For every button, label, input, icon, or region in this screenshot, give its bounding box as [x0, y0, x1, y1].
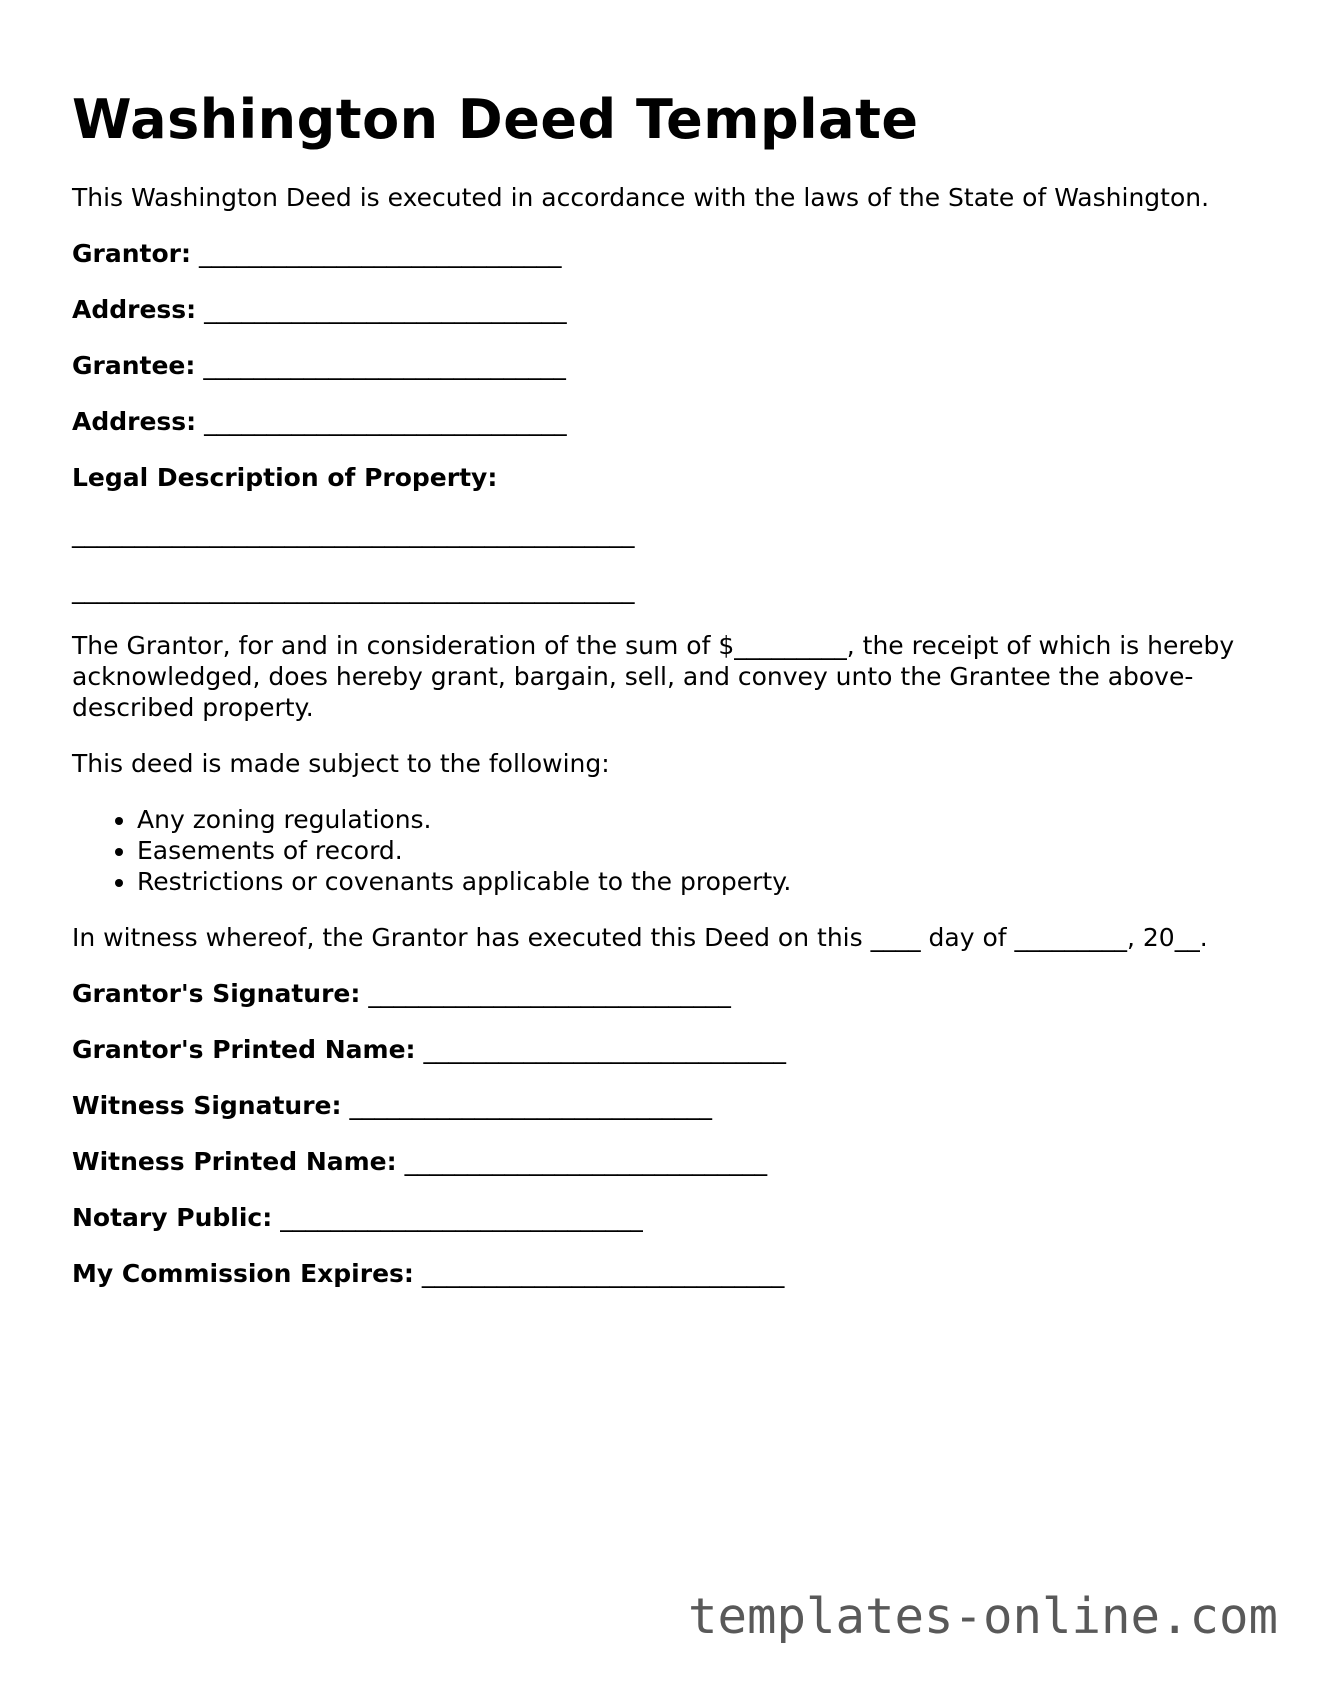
witness-signature-label: Witness Signature:: [72, 1091, 342, 1120]
legal-description-label: Legal Description of Property:: [72, 463, 498, 492]
commission-expires-label: My Commission Expires:: [72, 1259, 414, 1288]
witness-signature-blank[interactable]: _____________________________: [349, 1091, 712, 1120]
footer-brand-watermark: templates-online.com: [687, 1588, 1278, 1645]
notary-public-field[interactable]: [72, 1202, 1262, 1233]
grantor-signature-label: Grantor's Signature:: [72, 979, 361, 1008]
grantee-label: Grantee:: [72, 351, 196, 380]
grantor-signature-field[interactable]: [72, 978, 1262, 1009]
grantor-address-blank[interactable]: _____________________________: [204, 295, 567, 324]
grantor-printed-name-label: Grantor's Printed Name:: [72, 1035, 416, 1064]
grantor-label: Grantor:: [72, 239, 191, 268]
grantor-printed-name-blank[interactable]: _____________________________: [423, 1035, 786, 1064]
grantor-address-label: Address:: [72, 295, 197, 324]
grantor-address-field[interactable]: [72, 294, 1262, 325]
witness-printed-name-blank[interactable]: _____________________________: [404, 1147, 768, 1176]
witness-printed-name-label: Witness Printed Name:: [72, 1147, 397, 1176]
grantee-address-blank[interactable]: _____________________________: [204, 407, 567, 436]
notary-public-label: Notary Public:: [72, 1203, 273, 1232]
subject-intro: This deed is made subject to the following:: [72, 749, 610, 778]
grantee-blank[interactable]: _____________________________: [203, 351, 566, 380]
page-title: Washington Deed Template: [72, 88, 919, 151]
legal-description-line-1[interactable]: _____________________________________________: [72, 519, 635, 548]
witness-signature-field[interactable]: [72, 1090, 1262, 1121]
deed-document: [72, 88, 1262, 1314]
list-item: • Any zoning regulations.: [137, 804, 1262, 835]
grantor-field[interactable]: [72, 238, 1262, 269]
commission-expires-field[interactable]: [72, 1258, 1262, 1289]
grantee-address-label: Address:: [72, 407, 197, 436]
grantor-signature-blank[interactable]: _____________________________: [368, 979, 731, 1008]
grantee-address-field[interactable]: [72, 406, 1262, 437]
grantee-field[interactable]: [72, 350, 1262, 381]
legal-description-line-2[interactable]: _____________________________________________: [72, 575, 635, 604]
list-item: • Easements of record.: [137, 835, 1262, 866]
notary-public-blank[interactable]: _____________________________: [280, 1203, 643, 1232]
list-item: • Restrictions or covenants applicable to the property.: [137, 866, 1262, 897]
grantor-printed-name-field[interactable]: [72, 1034, 1262, 1065]
witness-printed-name-field[interactable]: [72, 1146, 1262, 1177]
intro-paragraph: This Washington Deed is executed in accordance with the laws of the State of Washington.: [72, 183, 1210, 212]
grantor-blank[interactable]: _____________________________: [198, 239, 562, 268]
subject-list: [72, 804, 1262, 897]
legal-description-heading: [72, 462, 1262, 493]
consideration-paragraph: The Grantor, for and in consideration of the sum of $_________, the receipt of which is hereby acknowledged, does hereby grant, bargain, sell, and convey unto the Grantee the above-described property.: [72, 631, 1235, 722]
commission-expires-blank[interactable]: _____________________________: [421, 1259, 785, 1288]
witness-clause: In witness whereof, the Grantor has executed this Deed on this ____ day of _________, 20__.: [72, 923, 1208, 952]
